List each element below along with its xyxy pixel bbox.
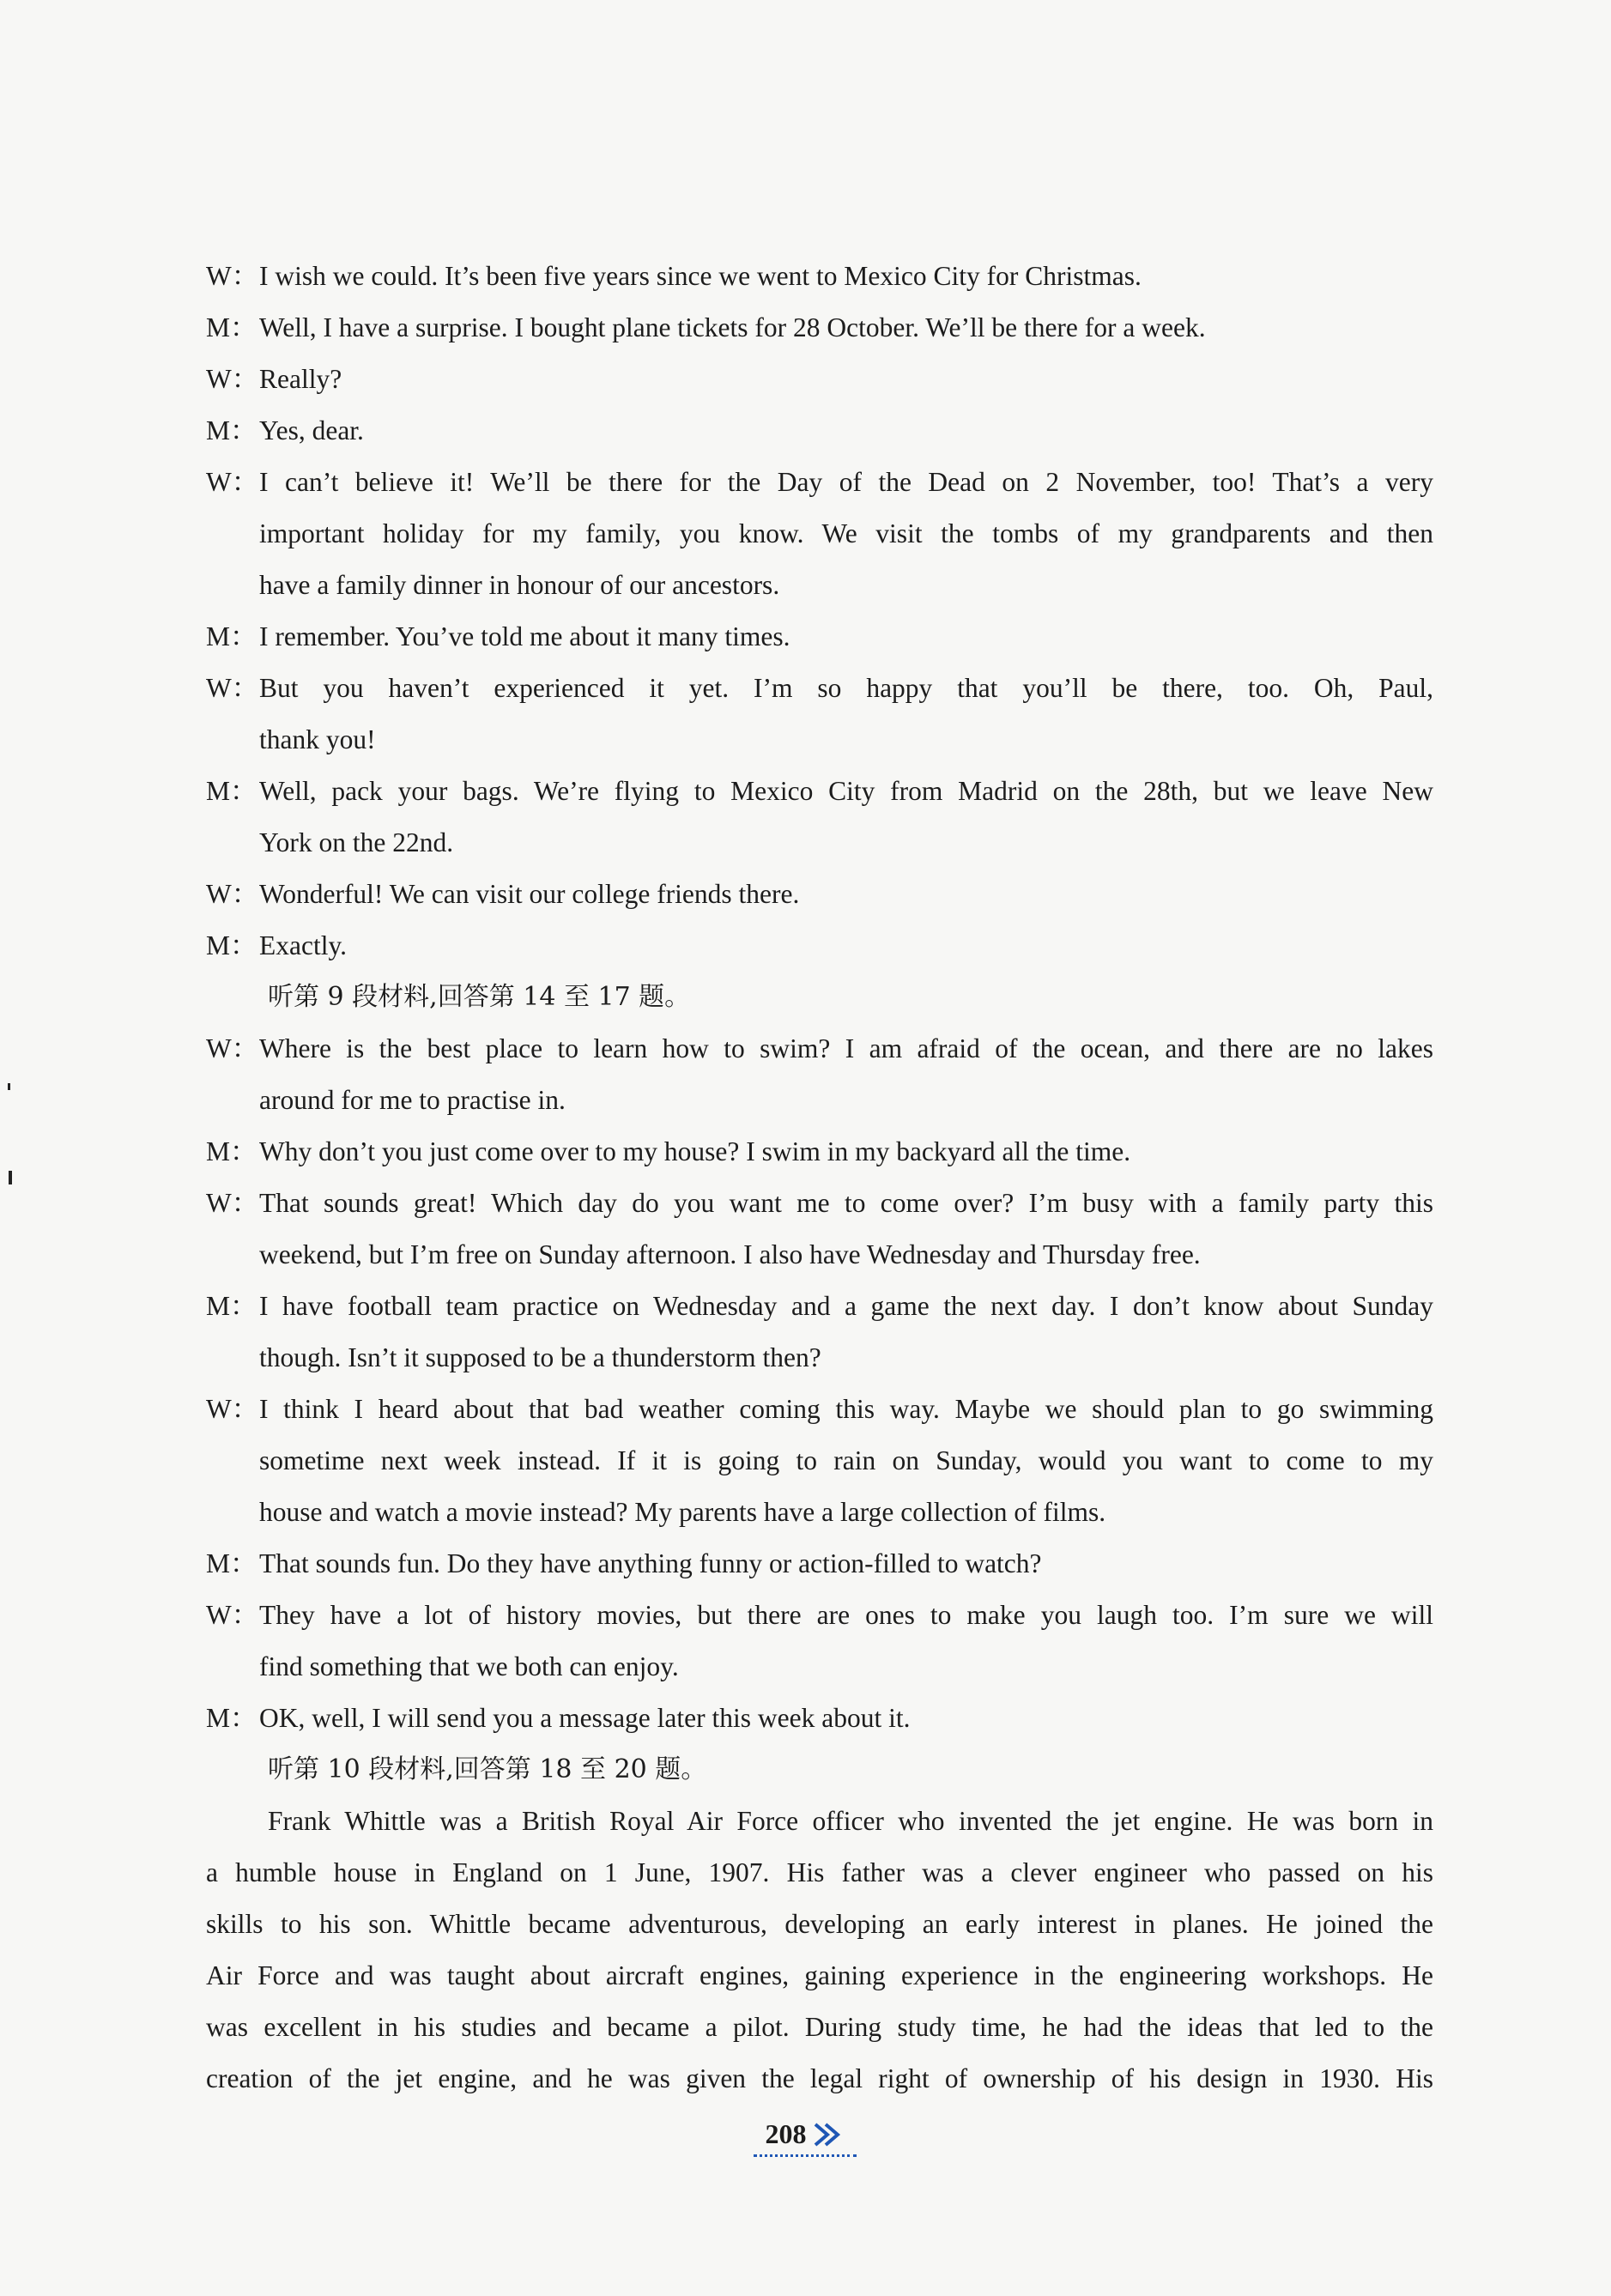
passage-text: creation of the jet engine, and he was given the legal right of ownership of his design in 1930. His: [206, 2063, 1433, 2093]
dialogue-text: York on the 22nd.: [259, 827, 454, 857]
dialogue-text: I think I heard about that bad weather coming this way. Maybe we should plan to go swimming: [259, 1394, 1433, 1424]
dialogue-text: I wish we could. It’s been five years since we went to Mexico City for Christmas.: [259, 261, 1142, 291]
dialogue-line: [206, 1538, 1433, 1590]
dialogue-text: I have football team practice on Wednesday and a game the next day. I don’t know about Sunday: [259, 1291, 1433, 1321]
speaker-label: W：: [206, 364, 259, 394]
passage-text: a humble house in England on 1 June, 1907. His father was a clever engineer who passed on his: [206, 1857, 1433, 1887]
dialogue-section-8: [206, 251, 1433, 972]
dialogue-text: thank you!: [259, 724, 376, 754]
dialogue-text: Where is the best place to learn how to swim? I am afraid of the ocean, and there are no lakes: [259, 1033, 1433, 1063]
speaker-label: M：: [206, 312, 257, 342]
section-10-heading-text: 听第 10 段材料,回答第 18 至 20 题。: [268, 1754, 707, 1784]
passage-line: [206, 2002, 1433, 2053]
passage-section-10: [206, 1796, 1433, 2105]
page-footer: [0, 2118, 1611, 2150]
dialogue-text: Exactly.: [259, 930, 348, 960]
dialogue-line: [206, 1178, 1433, 1229]
dialogue-line: [206, 405, 1433, 457]
dialogue-text: have a family dinner in honour of our ancestors.: [259, 570, 780, 600]
dialogue-text: OK, well, I will send you a message later this week about it.: [259, 1703, 911, 1733]
dialogue-line: [206, 1023, 1433, 1075]
speaker-label: W：: [206, 1600, 259, 1630]
passage-line: [206, 1847, 1433, 1899]
speaker-label: W：: [206, 673, 259, 703]
passage-text: Air Force and was taught about aircraft engines, gaining experience in the engineering workshops. He: [206, 1960, 1433, 1990]
speaker-label: W：: [206, 1188, 259, 1218]
dialogue-line: [206, 714, 1433, 766]
dialogue-text: I can’t believe it! We’ll be there for the Day of the Dead on 2 November, too! That’s a very: [259, 467, 1433, 497]
dialogue-line: [206, 1229, 1433, 1281]
section-10-heading: [206, 1744, 1433, 1796]
speaker-label: W：: [206, 879, 259, 909]
dialogue-text: important holiday for my family, you know. We visit the tombs of my grandparents and then: [259, 518, 1433, 548]
dialogue-line: [206, 1126, 1433, 1178]
speaker-label: M：: [206, 415, 257, 445]
dialogue-line: [206, 1075, 1433, 1126]
dialogue-line: [206, 251, 1433, 302]
dialogue-line: [206, 817, 1433, 869]
dialogue-section-9: [206, 1023, 1433, 1744]
dialogue-line: [206, 869, 1433, 920]
passage-line: [206, 1796, 1433, 1847]
dialogue-text: That sounds fun. Do they have anything funny or action-filled to watch?: [259, 1548, 1042, 1578]
dialogue-text: around for me to practise in.: [259, 1085, 566, 1115]
dialogue-line: [206, 1384, 1433, 1435]
page-content: [206, 251, 1433, 2105]
section-9-heading: [206, 972, 1433, 1023]
dialogue-text: Well, pack your bags. We’re flying to Mexico City from Madrid on the 28th, but we leave New: [259, 776, 1433, 806]
speaker-label: W：: [206, 467, 259, 497]
passage-line: [206, 1950, 1433, 2002]
dialogue-line: [206, 1590, 1433, 1641]
dialogue-line: [206, 766, 1433, 817]
dialogue-text: find something that we both can enjoy.: [259, 1651, 679, 1681]
double-chevron-right-icon: [812, 2121, 846, 2148]
dialogue-line: [206, 1641, 1433, 1693]
dialogue-text: But you haven’t experienced it yet. I’m so happy that you’ll be there, too. Oh, Paul,: [259, 673, 1433, 703]
dialogue-line: [206, 457, 1433, 508]
speaker-label: M：: [206, 930, 257, 960]
dialogue-text: That sounds great! Which day do you want me to come over? I’m busy with a family party this: [259, 1188, 1433, 1218]
page-number-underline: [754, 2152, 857, 2157]
speaker-label: M：: [206, 1136, 257, 1166]
dialogue-line: [206, 1332, 1433, 1384]
dialogue-line: [206, 663, 1433, 714]
dialogue-line: [206, 611, 1433, 663]
dialogue-line: [206, 1693, 1433, 1744]
passage-line: [206, 2053, 1433, 2105]
section-9-heading-text: 听第 9 段材料,回答第 14 至 17 题。: [268, 982, 691, 1012]
passage-text: Frank Whittle was a British Royal Air Force officer who invented the jet engine. He was born in: [268, 1806, 1433, 1836]
dialogue-text: Really?: [259, 364, 342, 394]
speaker-label: M：: [206, 621, 257, 651]
passage-text: skills to his son. Whittle became adventurous, developing an early interest in planes. He joined the: [206, 1909, 1433, 1939]
dialogue-line: [206, 508, 1433, 560]
dialogue-text: Well, I have a surprise. I bought plane tickets for 28 October. We’ll be there for a week.: [259, 312, 1206, 342]
speaker-label: M：: [206, 1291, 257, 1321]
page-number-badge: [766, 2118, 846, 2150]
scan-speck: [8, 1083, 10, 1090]
dialogue-line: [206, 920, 1433, 972]
dialogue-line: [206, 354, 1433, 405]
dialogue-text: weekend, but I’m free on Sunday afternoon. I also have Wednesday and Thursday free.: [259, 1239, 1201, 1269]
speaker-label: M：: [206, 1703, 257, 1733]
dialogue-line: [206, 1281, 1433, 1332]
page-number: 208: [765, 2118, 807, 2149]
speaker-label: W：: [206, 1033, 259, 1063]
dialogue-line: [206, 560, 1433, 611]
speaker-label: W：: [206, 261, 259, 291]
dialogue-text: I remember. You’ve told me about it many times.: [259, 621, 790, 651]
dialogue-line: [206, 1487, 1433, 1538]
dialogue-line: [206, 302, 1433, 354]
dialogue-text: sometime next week instead. If it is going to rain on Sunday, would you want to come to my: [259, 1445, 1433, 1475]
passage-line: [206, 1899, 1433, 1950]
scan-speck: [9, 1171, 12, 1184]
dialogue-text: Yes, dear.: [259, 415, 364, 445]
passage-text: was excellent in his studies and became a pilot. During study time, he had the ideas that led to the: [206, 2012, 1433, 2042]
dialogue-text: They have a lot of history movies, but there are ones to make you laugh too. I’m sure we will: [259, 1600, 1433, 1630]
speaker-label: M：: [206, 1548, 257, 1578]
speaker-label: M：: [206, 776, 257, 806]
dialogue-line: [206, 1435, 1433, 1487]
dialogue-text: house and watch a movie instead? My parents have a large collection of films.: [259, 1497, 1106, 1527]
speaker-label: W：: [206, 1394, 259, 1424]
dialogue-text: Wonderful! We can visit our college friends there.: [259, 879, 800, 909]
dialogue-text: though. Isn’t it supposed to be a thunderstorm then?: [259, 1342, 821, 1372]
dialogue-text: Why don’t you just come over to my house? I swim in my backyard all the time.: [259, 1136, 1131, 1166]
